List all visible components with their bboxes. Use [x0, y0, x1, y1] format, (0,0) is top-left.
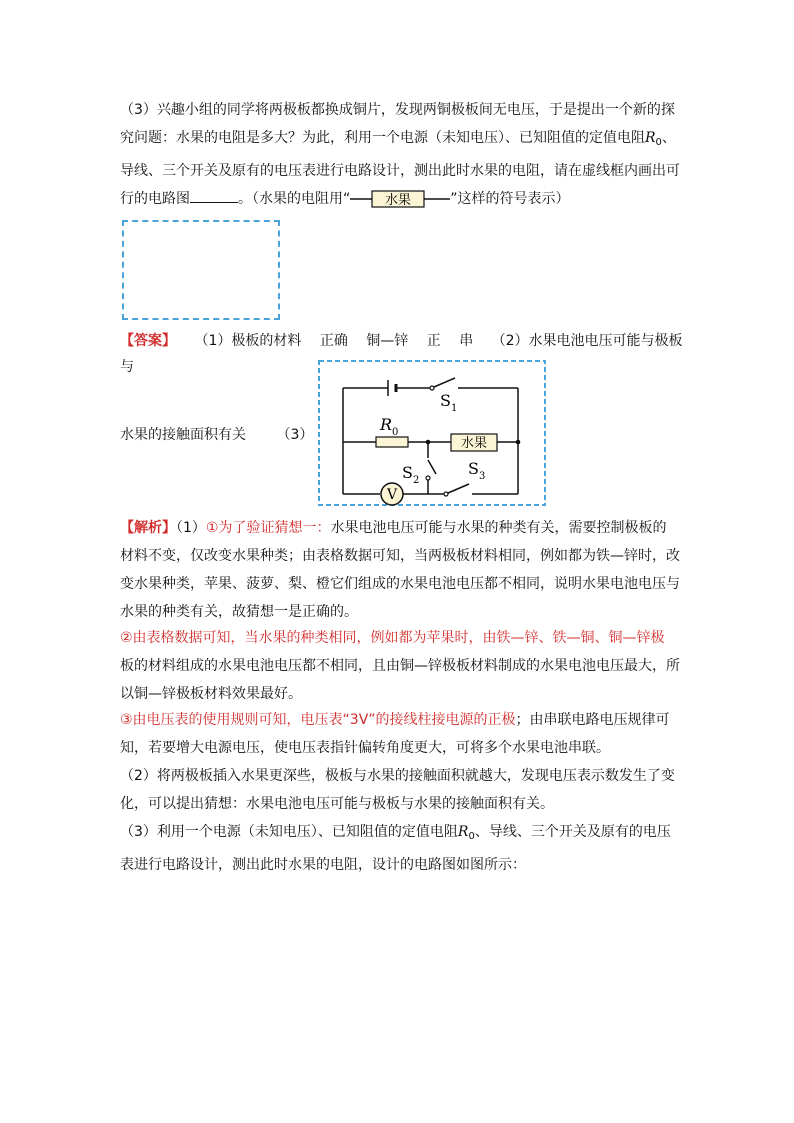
answer-blank — [190, 186, 238, 203]
answer-item-4: 正 — [426, 333, 441, 349]
analysis-p4-a: （2）将两极板插入水果更深些，极板与水果的接触面积就越大，发现电压表示数发生了变 — [120, 768, 675, 784]
q3-line4a: 行的电路图 — [120, 191, 190, 207]
analysis-p5-r0: R — [457, 824, 469, 840]
fruit-resistor-symbol — [350, 189, 450, 209]
q3-line1: （3）兴趣小组的同学将两极板都换成铜片，发现两铜极板间无电压，于是提出一个新的探 — [120, 102, 675, 118]
q3-line2: 究问题：水果的电阻是多大？为此，利用一个电源（未知电压）、已知阻值的定值电阻 — [120, 130, 645, 146]
question-3 — [120, 96, 680, 213]
analysis-p2-c: 以铜—锌极板材料效果最好。 — [120, 686, 302, 702]
circuit-dashed-frame — [319, 361, 545, 505]
fruit-label: 水果 — [460, 436, 488, 451]
analysis-part1 — [120, 514, 680, 626]
analysis-p3-b: 知，若要增大电源电压，使电压表指针偏转角度更大，可将多个水果电池串联。 — [120, 740, 610, 756]
resistor-r0 — [376, 437, 408, 447]
analysis-p4-b: 化，可以提出猜想：水果电池电压可能与极板与水果的接触面积有关。 — [120, 796, 554, 812]
q3-line2-end: 、 — [661, 130, 676, 146]
analysis-p2-red: ②由表格数据可知，当水果的种类相同，例如都为苹果时，由铁—锌、铁—铜、铜—锌极 — [120, 630, 665, 646]
analysis-p2-b: 板的材料组成的水果电池电压都不相同，且由铜—锌极板材料制成的水果电池电压最大，所 — [120, 658, 680, 674]
q3-line4b: 。（水果的电阻用“ — [238, 191, 351, 207]
answer-cont-text: 水果的接触面积有关 — [120, 427, 246, 443]
answer-item-3: 铜—锌 — [366, 333, 409, 349]
switch-s2 — [428, 460, 436, 474]
analysis-p1-d: 变水果种类，苹果、菠萝、梨、橙它们组成的水果电池电压都不相同，说明水果电池电压与 — [120, 576, 680, 592]
switch-s1 — [434, 378, 455, 387]
s1-label: $S_1$ — [440, 391, 458, 414]
junction-node-right — [516, 440, 521, 445]
analysis-p5-a2: 、导线、三个开关及原有的电压 — [474, 824, 671, 840]
analysis-p1-b: 材料不变，仅改变水果种类 — [120, 548, 288, 564]
voltmeter-label: V — [386, 487, 398, 503]
q3-r0-sub: 0 — [655, 137, 662, 148]
analysis-p1-e: 水果的种类有关，故猜想一是正确的。 — [120, 604, 358, 620]
answer-item-2: 正确 — [319, 333, 348, 349]
circuit-diagram — [318, 360, 546, 506]
analysis-p3-red: ③由电压表的使用规则可知，电压表“3V”的接线柱接电源的正极 — [120, 712, 516, 728]
analysis-p1-c: ；由表格数据可知，当两极板材料相同，例如都为铁—锌时，改 — [288, 548, 680, 564]
analysis-part4 — [120, 762, 680, 818]
q3-r0: R — [645, 130, 656, 146]
q3-line4c: ”这样的符号表示） — [450, 191, 570, 207]
answer-item-1: （1）极板的材料 — [194, 333, 302, 349]
analysis-p3-a: ；由串联电路电压规律可 — [515, 712, 670, 728]
drawing-box[interactable] — [122, 220, 280, 320]
answer-continuation — [120, 422, 313, 448]
r0-label: $R_0$ — [380, 415, 399, 438]
analysis-p5-a: （3）利用一个电源（未知电压）、已知阻值的定值电阻 — [120, 824, 458, 840]
analysis-p5-b: 表进行电路设计，测出此时水果的电阻，设计的电路图如图所示： — [120, 857, 526, 873]
answer-item-6: （2）水果电池电压可能与极板与 — [120, 333, 683, 375]
answer-label: 【答案】 — [120, 333, 176, 349]
answer-part3: （3） — [276, 427, 314, 443]
analysis-p1-a: 水果电池电压可能与水果的种类有关，需要控制极板的 — [330, 520, 667, 536]
analysis-part2 — [120, 624, 680, 708]
analysis-p1-red: ①为了验证猜想一： — [205, 520, 331, 536]
fruit-symbol-label: 水果 — [385, 193, 412, 208]
s2-label: $S_2$ — [402, 463, 420, 486]
analysis-label: 【解析】 — [120, 520, 176, 536]
s3-label: $S_3$ — [468, 459, 486, 482]
switch-s3 — [448, 484, 469, 493]
q3-line3: 导线、三个开关及原有的电压表进行电路设计，测出此时水果的电阻，请在虚线框内画出可 — [120, 163, 680, 179]
analysis-p1-prefix: （1） — [176, 520, 206, 536]
analysis-part3 — [120, 706, 680, 762]
analysis-part5 — [120, 818, 680, 879]
analysis-p5-r0-sub: 0 — [468, 831, 475, 842]
answer-item-5: 串 — [459, 333, 474, 349]
